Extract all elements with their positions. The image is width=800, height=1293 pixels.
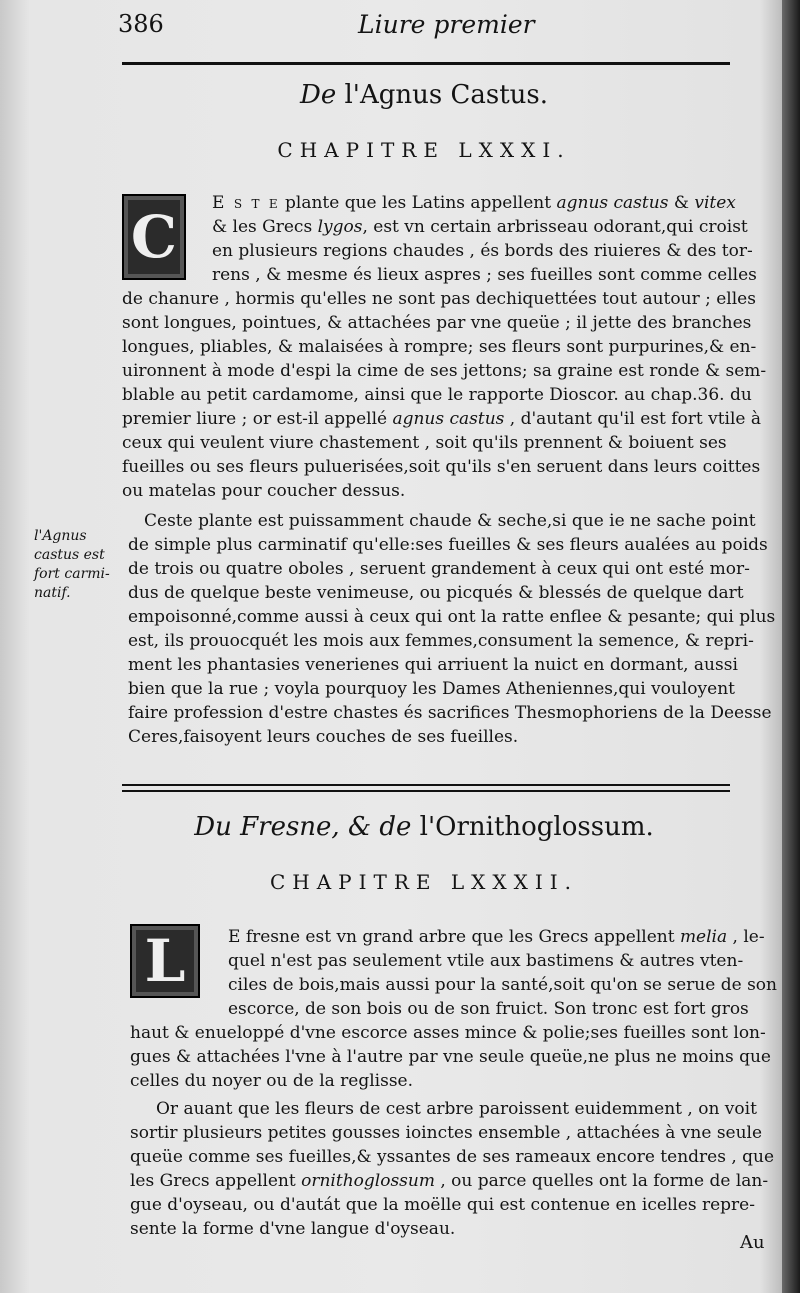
marginal-note-line: l'Agnus	[34, 528, 87, 544]
section1-title-italic: De	[299, 80, 337, 110]
text-run: sortir plusieurs petites gousses ioinctes ensemble , attachées à vne seule	[130, 1123, 763, 1143]
text-run: E s t e	[212, 193, 280, 213]
text-run: blable au petit cardamome, ainsi que le rapporte Dioscor. au chap.36. du	[122, 385, 752, 405]
page-header	[118, 8, 730, 48]
text-run: longues, pliables, & malaisées à rompre; ses fleurs sont purpurines,& en-	[122, 337, 757, 357]
text-run: gues & attachées l'vne à l'autre par vne seule queüe,ne plus ne moins que	[130, 1047, 771, 1067]
header-rule	[122, 62, 730, 65]
section2-title-rest: l'Ornithoglossum.	[411, 812, 654, 842]
text-line	[212, 191, 736, 215]
text-run: fueilles ou ses fleurs puluerisées,soit qu'ils s'en seruent dans leurs coittes	[122, 457, 761, 477]
text-line	[130, 1169, 768, 1193]
text-run: bien que la rue ; voyla pourquoy les Dames Atheniennes,qui vouloyent	[128, 679, 735, 699]
text-line	[122, 431, 727, 455]
text-line	[128, 701, 772, 725]
italic-term: agnus castus	[556, 193, 669, 213]
text-run: E fresne est vn grand arbre que les Grecs appellent	[228, 927, 680, 947]
text-run: de simple plus carminatif qu'elle:ses fueilles & ses fleurs aualées au poids	[128, 535, 768, 555]
section1-title-rest: l'Agnus Castus.	[336, 80, 549, 110]
text-run: plante que les Latins appellent	[279, 193, 557, 213]
text-run: ment les phantasies venerienes qui arriuent la nuict en dormant, aussi	[128, 655, 738, 675]
text-line	[122, 383, 752, 407]
text-line	[144, 509, 756, 533]
section1-title	[118, 80, 730, 110]
text-line	[128, 605, 775, 629]
text-line	[228, 997, 749, 1021]
text-run: Ceste plante est puissamment chaude & seche,si que ie ne sache point	[144, 511, 756, 531]
section1-dropcap: C	[122, 194, 186, 280]
text-line	[228, 925, 765, 949]
italic-term: melia	[679, 927, 728, 947]
text-line	[130, 1217, 455, 1241]
text-run: uironnent à mode d'espi la cime de ses jettons; sa graine est ronde & sem-	[122, 361, 767, 381]
text-line	[130, 1069, 413, 1093]
text-line	[128, 653, 738, 677]
text-run: Ceres,faisoyent leurs couches de ses fueilles.	[128, 727, 519, 747]
text-run: , le-	[727, 927, 765, 947]
page-edge-shadow	[782, 0, 800, 1293]
text-run: faire profession d'estre chastes és sacrifices Thesmophoriens de la Deesse	[128, 703, 772, 723]
text-line	[122, 335, 756, 359]
section-divider-rule-2	[122, 790, 730, 792]
text-run: en plusieurs regions chaudes , és bords des riuieres & des tor-	[212, 241, 753, 261]
italic-term: lygos	[317, 217, 363, 237]
text-line	[212, 215, 748, 239]
text-line	[122, 359, 766, 383]
text-line	[156, 1097, 757, 1121]
text-line	[212, 239, 753, 263]
text-run: les Grecs appellent	[130, 1171, 302, 1191]
text-line	[122, 455, 760, 479]
text-line	[128, 629, 754, 653]
marginal-note-line: fort carmi-	[34, 566, 110, 582]
text-run: haut & enueloppé d'vne escorce asses mince & polie;ses fueilles sont lon-	[130, 1023, 766, 1043]
text-line	[128, 533, 768, 557]
section-divider-rule	[122, 784, 730, 786]
text-run: dus de quelque beste venimeuse, ou picqués & blessés de quelque dart	[128, 583, 744, 603]
text-run: premier liure ; or est-il appellé	[122, 409, 393, 429]
section2-title-italic: Du Fresne, & de	[194, 812, 412, 842]
text-run: ou matelas pour coucher dessus.	[122, 481, 406, 501]
catchword: Au	[740, 1232, 765, 1253]
text-run: celles du noyer ou de la reglisse.	[130, 1071, 414, 1091]
text-line	[130, 1145, 774, 1169]
section2-dropcap: L	[130, 924, 200, 998]
text-line	[122, 287, 756, 311]
text-line	[130, 1045, 771, 1069]
text-run: , est vn certain arbrisseau odorant,qui croist	[362, 217, 748, 237]
text-run: empoisonné,comme aussi à ceux qui ont la ratte enflee & pesante; qui plus	[128, 607, 776, 627]
text-line	[122, 311, 751, 335]
text-run: rens , & mesme és lieux aspres ; ses fueilles sont comme celles	[212, 265, 757, 285]
section2-title	[118, 812, 730, 842]
text-line	[130, 1021, 766, 1045]
text-run: , d'autant qu'il est fort vtile à	[504, 409, 762, 429]
text-run: est, ils prouocquét les mois aux femmes,consument la semence, & repri-	[128, 631, 754, 651]
text-line	[122, 407, 761, 431]
text-line	[128, 677, 735, 701]
text-run: sont longues, pointues, & attachées par vne queüe ; il jette des branches	[122, 313, 752, 333]
text-line	[122, 479, 405, 503]
section1-chapter-heading: CHAPITRE LXXXI.	[277, 138, 571, 162]
section2-chapter-heading: CHAPITRE LXXXII.	[269, 870, 579, 894]
text-run: queüe comme ses fueilles,& yssantes de ses rameaux encore tendres , que	[130, 1147, 775, 1167]
text-line	[128, 557, 750, 581]
text-run: quel n'est pas seulement vtile aux bastimens & autres vten-	[228, 951, 744, 971]
text-run: & les Grecs	[212, 217, 318, 237]
text-line	[128, 581, 744, 605]
italic-term: vitex	[694, 193, 736, 213]
marginal-note-line: natif.	[34, 585, 71, 601]
running-head: Liure premier	[358, 10, 535, 39]
marginal-note-line: castus est	[34, 547, 105, 563]
text-line	[130, 1121, 762, 1145]
text-line	[228, 973, 777, 997]
text-run: de chanure , hormis qu'elles ne sont pas dechiquettées tout autour ; elles	[122, 289, 756, 309]
text-run: escorce, de son bois ou de son fruict. Son tronc est fort gros	[228, 999, 749, 1019]
text-run: gue d'oyseau, ou d'autát que la moëlle qui est contenue en icelles repre-	[130, 1195, 755, 1215]
text-line	[128, 725, 518, 749]
text-run: ciles de bois,mais aussi pour la santé,soit qu'on se serue de son	[228, 975, 777, 995]
text-run: sente la forme d'vne langue d'oyseau.	[130, 1219, 456, 1239]
text-line	[228, 949, 743, 973]
text-line	[130, 1193, 755, 1217]
page-number: 386	[118, 10, 164, 38]
italic-term: agnus castus	[392, 409, 505, 429]
text-run: ceux qui veulent viure chastement , soit qu'ils prennent & boiuent ses	[122, 433, 727, 453]
text-run: &	[668, 193, 695, 213]
text-run: Or auant que les fleurs de cest arbre paroissent euidemment , on voit	[156, 1099, 757, 1119]
text-line	[212, 263, 757, 287]
text-run: de trois ou quatre oboles , seruent grandement à ceux qui ont esté mor-	[128, 559, 750, 579]
text-run: , ou parce quelles ont la forme de lan-	[434, 1171, 769, 1191]
italic-term: ornithoglossum	[301, 1171, 435, 1191]
